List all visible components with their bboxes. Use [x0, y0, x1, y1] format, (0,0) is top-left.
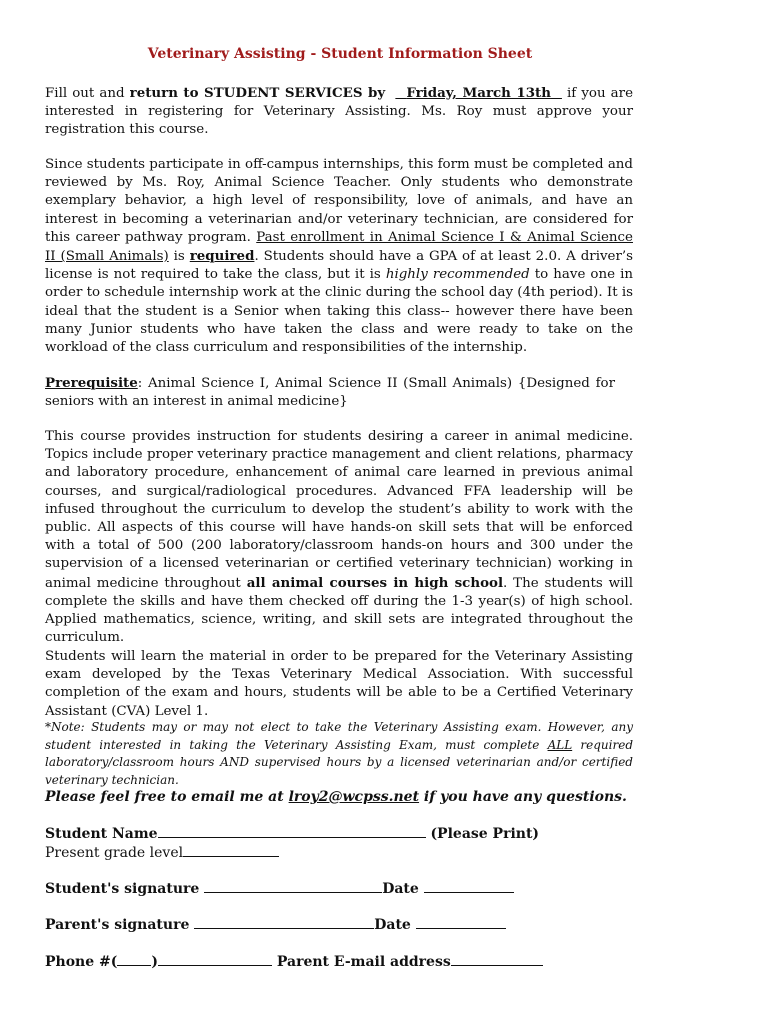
phone-close-paren: ) — [151, 954, 158, 970]
grade-level-label: Present grade level — [45, 845, 184, 861]
student-date-field[interactable] — [424, 880, 514, 893]
intro-text-1: Fill out and — [45, 86, 130, 101]
prerequisite-text: : Animal Science I, Animal Science II (Small Animals) {Designed for seniors with an interest in animal medicine} — [45, 376, 615, 410]
deadline-date: Friday, March 13th — [406, 85, 551, 101]
note-text-2: required laboratory/classroom hours AND supervised hours by a licensed veterinarian and/or certified veterinary technician. — [45, 737, 634, 787]
requirements-text-2: . Students should have a GPA of at least 2.0. A driver’s license is not required to take the class, but it is — [45, 249, 634, 283]
student-name-row — [45, 825, 539, 842]
phone-label: Phone #( — [45, 954, 118, 970]
grade-level-field[interactable] — [183, 844, 279, 857]
page-title: Veterinary Assisting - Student Information Sheet — [147, 46, 533, 62]
parent-signature-field[interactable] — [194, 916, 374, 929]
student-name-field[interactable] — [158, 825, 426, 838]
note-text-1: *Note: Students may or may not elect to take the Veterinary Assisting exam. However, any student interested in taking the Veterinary Assisting Exam, must complete — [45, 720, 633, 752]
phone-number-field[interactable] — [158, 953, 272, 966]
prerequisite-label: Prerequisite — [45, 375, 138, 391]
phone-area-code-field[interactable] — [117, 953, 151, 966]
past-enrollment-text: Past enrollment in Animal Science I & Animal Science II (Small Animals) — [45, 229, 633, 265]
student-date-label: Date — [382, 881, 419, 897]
course-text-2: . The students will complete the skills and have them checked off during the 1-3 year(s) of high school. Applied mathematics, science, writing, and skill sets are integrated throughout the curriculum. — [45, 575, 633, 646]
prerequisite-paragraph — [45, 374, 615, 411]
student-signature-label: Student's signature — [45, 881, 200, 897]
note-paragraph — [45, 719, 633, 789]
intro-text-2: if you are interested in registering for Veterinary Assisting. Ms. Roy must approve your registration this course. — [45, 86, 633, 138]
student-signature-field[interactable] — [204, 880, 382, 893]
all-text: ALL — [547, 737, 573, 752]
student-signature-row — [45, 880, 514, 897]
course-text-1: This course provides instruction for students desiring a career in animal medicine. Topics include proper veterinary practice management and client relations, pharmacy and laboratory procedure, enhancement of animal care learned in previous animal courses, and surgical/radiological procedures. Advanced FFA leadership will be infused throughout the curriculum to develop the student’s ability to work with the public. All aspects of this course will have hands-on skill sets that will be enforced with a total of 500 (200 laboratory/classroom hands-on hours and 300 under the supervision of a licensed veterinarian or certified veterinary technician) working in animal medicine throughout — [45, 429, 633, 591]
parent-date-label: Date — [374, 917, 411, 933]
intro-paragraph — [45, 84, 633, 140]
student-name-label: Student Name — [45, 826, 158, 842]
contact-line — [45, 788, 633, 806]
please-print-label: (Please Print) — [430, 826, 540, 842]
parent-signature-row — [45, 916, 506, 933]
parent-signature-label: Parent's signature — [45, 917, 190, 933]
contact-text-2: if you have any questions. — [419, 789, 627, 805]
parent-email-label: Parent E-mail address — [276, 954, 451, 970]
exam-paragraph: Students will learn the material in order to be prepared for the Veterinary Assisting exam developed by the Texas Veterinary Medical Association. With successful completion of the exam and hours, students will be able to be a Certified Veterinary Assistant (CVA) Level 1. — [45, 649, 633, 719]
requirements-paragraph — [45, 156, 633, 357]
requirements-text-3: to have one in order to schedule internship work at the clinic during the school day (4th period). It is ideal that the student is a Senior when taking this class-- however there have been many Junior students who have taken the class and were ready to take on the workload of the class curriculum and responsibilities of the internship. — [45, 267, 633, 356]
grade-level-row — [45, 844, 279, 861]
email-link[interactable]: lroy2@wcpss.net — [288, 789, 420, 805]
parent-email-field[interactable] — [451, 953, 543, 966]
parent-date-field[interactable] — [416, 916, 506, 929]
course-description-paragraph — [45, 428, 633, 647]
return-instruction: return to STUDENT SERVICES by — [129, 85, 386, 101]
is-text: is — [168, 249, 190, 265]
required-text: required — [189, 248, 255, 265]
contact-text-1: Please feel free to email me at — [45, 789, 289, 805]
requirements-text-1: Since students participate in off-campus internships, this form must be completed and reviewed by Ms. Roy, Animal Science Teacher. Only students who demonstrate exemplary behavior, a high level of responsibility, love of animals, and have an interest in becoming a veterinarian and/or veterinary technician, are considered for this career pathway program. — [45, 157, 633, 245]
phone-email-row — [45, 953, 543, 970]
all-animal-courses-text: all animal courses in high school — [246, 574, 504, 591]
highly-recommended-text: highly recommended — [385, 267, 530, 283]
